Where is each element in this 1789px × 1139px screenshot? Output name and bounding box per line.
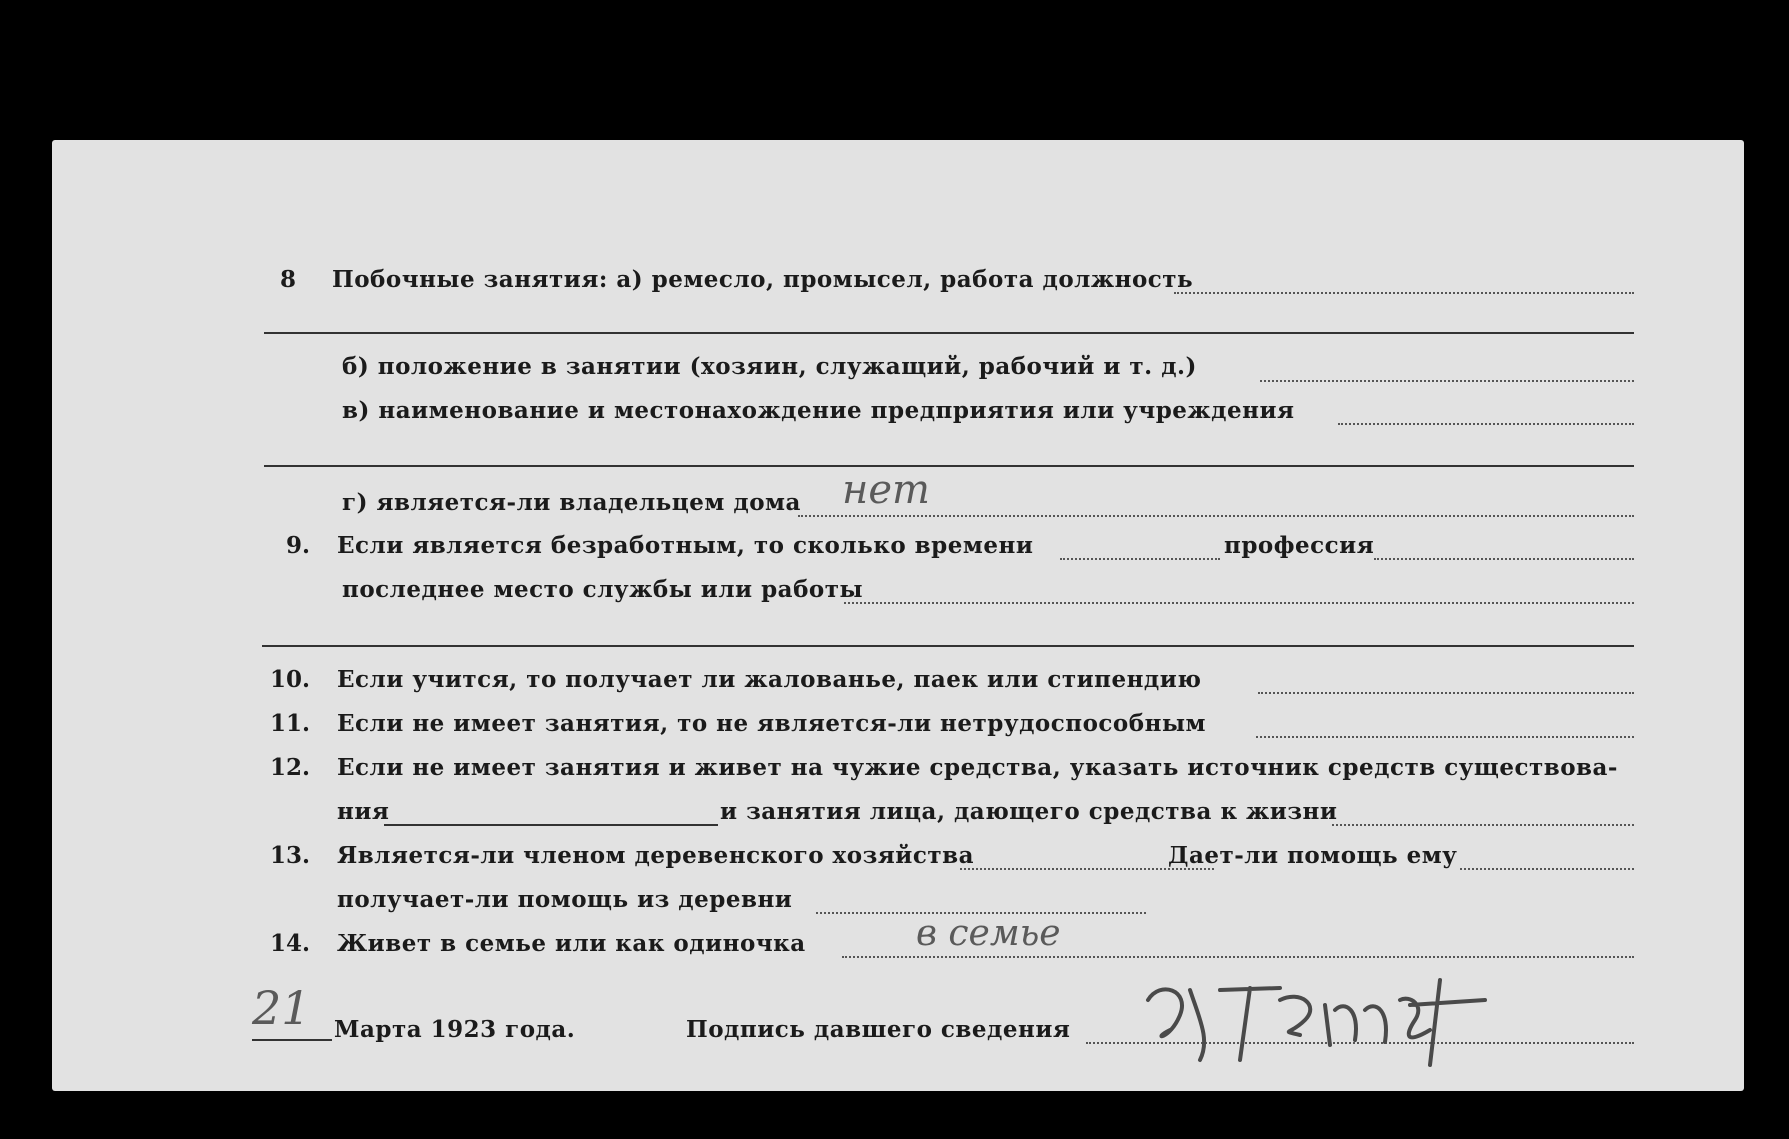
q11-number: 11. bbox=[269, 710, 310, 737]
footer-date-text: Марта 1923 года. bbox=[334, 1016, 576, 1043]
q9-number: 9. bbox=[285, 532, 310, 559]
q13-number: 13. bbox=[269, 842, 310, 869]
q8-a-field-line2 bbox=[264, 332, 1634, 334]
footer-day-handwritten: 21 bbox=[252, 981, 311, 1035]
q14-text: Живет в семье или как одиночка bbox=[337, 930, 806, 957]
q13-b-text: получает-ли помощь из деревни bbox=[337, 886, 793, 913]
signature-label: Подпись давшего сведения bbox=[686, 1016, 1071, 1043]
q8-b-field bbox=[1260, 380, 1634, 382]
q13-help-text: Дает-ли помощь ему bbox=[1168, 842, 1458, 869]
q12-a-text: Если не имеет занятия и живет на чужие средства, указать источник средств существова- bbox=[337, 754, 1618, 781]
q8-v-text: в) наименование и местонахождение предприятия или учреждения bbox=[342, 397, 1295, 424]
q10-field bbox=[1258, 692, 1634, 694]
q9-profession-field bbox=[1374, 558, 1634, 560]
handwritten-signature bbox=[1130, 960, 1490, 1070]
q12-c-field bbox=[1332, 824, 1634, 826]
q14-number: 14. bbox=[269, 930, 310, 957]
q8-v-field bbox=[1338, 423, 1634, 425]
q11-text: Если не имеет занятия, то не является-ли нетрудоспособным bbox=[337, 710, 1206, 737]
q13-a-text: Является-ли членом деревенского хозяйства bbox=[337, 842, 974, 869]
questionnaire-card bbox=[52, 140, 1744, 1091]
q13-help-field bbox=[1460, 868, 1634, 870]
footer-day-line bbox=[252, 1039, 332, 1041]
q9-a-text: Если является безработным, то сколько времени bbox=[337, 532, 1034, 559]
q12-c-text: и занятия лица, дающего средства к жизни bbox=[720, 798, 1338, 825]
q14-field bbox=[842, 956, 1634, 958]
q9-time-field bbox=[1060, 558, 1220, 560]
q9-b-text: последнее место службы или работы bbox=[342, 576, 864, 603]
q14-handwritten-answer: в семье bbox=[916, 913, 1061, 954]
q12-b-text: ния bbox=[337, 798, 390, 825]
q8-g-handwritten-answer: нет bbox=[842, 467, 930, 513]
q9-b-field bbox=[844, 602, 1634, 604]
q11-field bbox=[1256, 736, 1634, 738]
q8-v-field-line2 bbox=[264, 465, 1634, 467]
q9-b-field-line2 bbox=[262, 645, 1634, 647]
q8-a-field bbox=[1174, 292, 1634, 294]
q12-number: 12. bbox=[269, 754, 310, 781]
q12-source-field bbox=[384, 824, 718, 826]
q8-number: 8 bbox=[279, 266, 296, 293]
q8-a-text: Побочные занятия: а) ремесло, промысел, работа должность bbox=[332, 266, 1194, 293]
q10-text: Если учится, то получает ли жалованье, паек или стипендию bbox=[337, 666, 1202, 693]
q8-b-text: б) положение в занятии (хозяин, служащий, рабочий и т. д.) bbox=[342, 353, 1197, 380]
q10-number: 10. bbox=[269, 666, 310, 693]
q8-g-field bbox=[798, 515, 1634, 517]
q8-g-text: г) является-ли владельцем дома bbox=[342, 489, 801, 516]
q9-profession-text: професcия bbox=[1224, 532, 1375, 559]
